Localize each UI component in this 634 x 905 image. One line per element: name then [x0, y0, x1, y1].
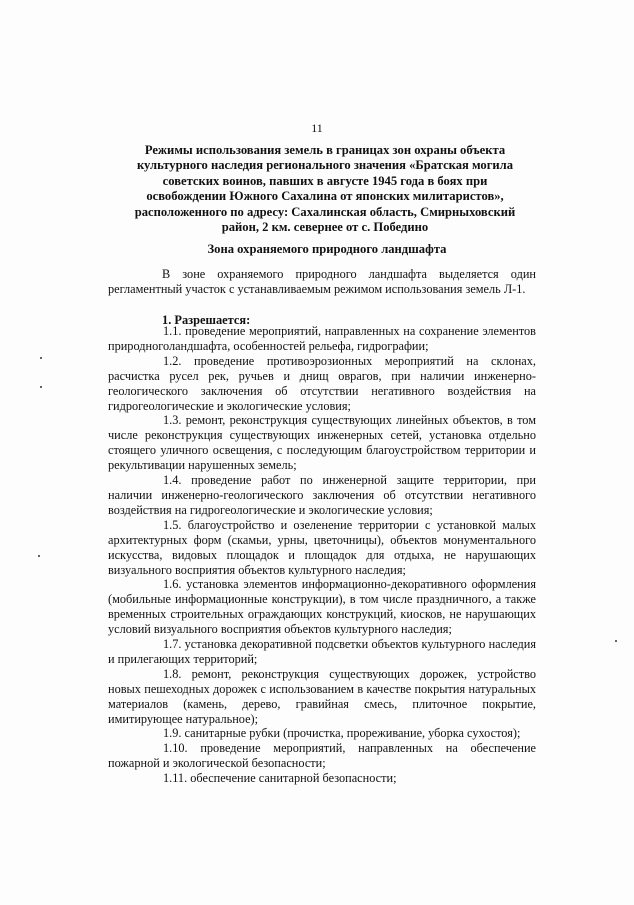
list-item: 1.6. установка элементов информационно-декоративного оформления (мобильные информационные конструкции), в том числе праздничного, а также временных строительных ограждающих конструкций, киосков, не нарушающих условий визуального восприятия объектов культурного наследия; [108, 577, 536, 637]
scan-speck [615, 640, 617, 642]
list-item: 1.8. ремонт, реконструкция существующих дорожек, устройство новых пешеходных дорожек с использованием в качестве покрытия натуральных материалов (камень, дерево, гравийная смесь, плиточное покрытие, имитирующее натуральное); [108, 666, 536, 726]
list-item: 1.5. благоустройство и озеленение территории с установкой малых архитектурных форм (скамьи, урны, цветочницы), объектов монументального искусства, видовых площадок и площадок для отдыха, не нарушающих визуального восприятия объектов культурного наследия; [108, 517, 536, 577]
document-title: Режимы использования земель в границах зон охраны объекта культурного наследия регионального значения «Братская могила советских воинов, павших в августе 1945 года в боях при освобождении Южного Сахалина от японских милитаристов», расположенного по адресу: Сахалинская область, Смирныховский район, 2 км. севернее от с. Победино [134, 143, 516, 235]
scan-speck [40, 386, 42, 388]
list-item: 1.9. санитарные рубки (прочистка, прореживание, уборка сухостоя); [163, 726, 521, 741]
list-item: 1.2. проведение противоэрозионных мероприятий на склонах, расчистка русел рек, ручьев и днищ оврагов, при наличии инженерно-геологического заключения об отсутствии негативного воздействия на гидрогеологические и экологические условия; [108, 353, 536, 413]
scan-speck [40, 357, 42, 359]
page-number: 11 [311, 121, 323, 135]
list-item: 1.11. обеспечение санитарной безопасности; [163, 771, 397, 786]
scan-speck [38, 555, 40, 557]
list-item: 1.4. проведение работ по инженерной защите территории, при наличии инженерно-геологического заключения об отсутствии негативного воздействия на гидрогеологические и экологические условия; [108, 473, 536, 517]
allowed-items-list [108, 324, 536, 786]
list-item: 1.10. проведение мероприятий, направленных на обеспечение пожарной и экологической безопасности; [108, 741, 536, 771]
list-item: 1.7. установка декоративной подсветки объектов культурного наследия и прилегающих территорий; [108, 637, 536, 666]
allowed-heading: 1. Разрешается: [162, 313, 251, 327]
intro-paragraph: В зоне охраняемого природного ландшафта выделяется один регламентный участок с устанавливаемым режимом использования земель Л-1. [108, 267, 536, 297]
section-title: Зона охраняемого природного ландшафта [207, 242, 447, 256]
list-item: 1.1. проведение мероприятий, направленных на сохранение элементов природноголандшафта, особенностей рельефа, гидрографии; [108, 324, 536, 353]
list-item: 1.3. ремонт, реконструкция существующих линейных объектов, в том числе реконструкция существующих инженерных сетей, установка отдельно стоящего уличного освещения, с последующим благоустройством территории и рекультивации нарушенных земель; [108, 413, 536, 473]
